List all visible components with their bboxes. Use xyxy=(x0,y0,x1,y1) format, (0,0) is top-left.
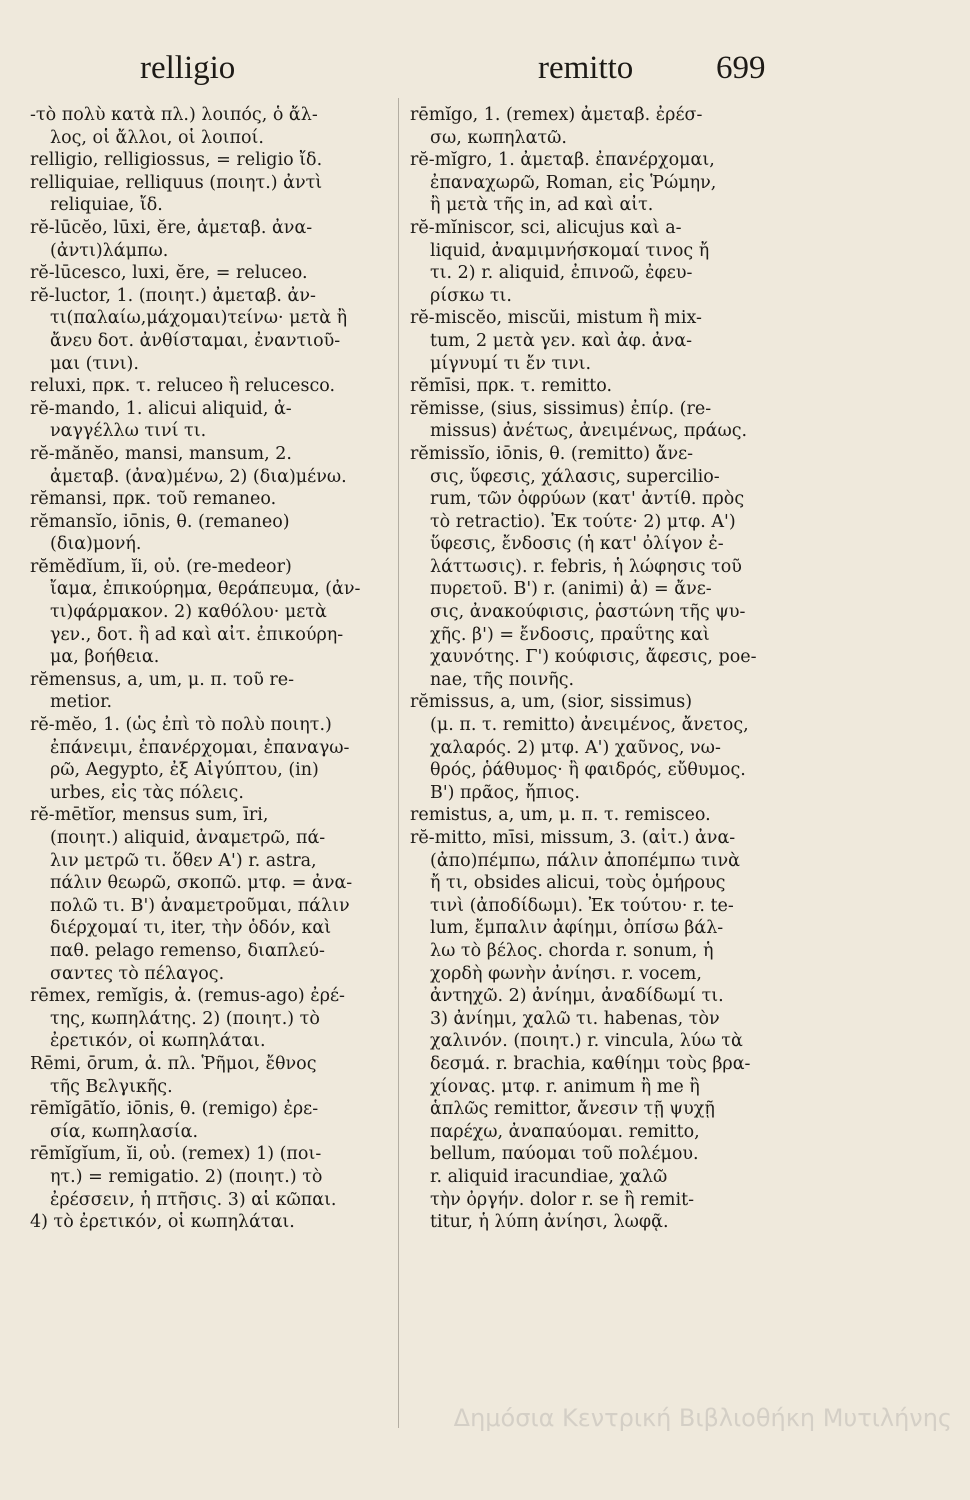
dictionary-line: rēmĭgātĭo, iōnis, θ. (remigo) ἐρε- xyxy=(30,1099,319,1120)
dictionary-line: rĕ-luctor, 1. (ποιητ.) ἀμεταβ. ἀν- xyxy=(30,285,316,306)
dictionary-line: missus) ἀνέτως, ἀνειμένως, πράως. xyxy=(430,421,748,442)
dictionary-line: διέρχομαί τι, iter, τὴν ὁδόν, καὶ xyxy=(50,918,332,939)
dictionary-line: τι. 2) r. aliquid, ἐπινοῶ, ἐφευ- xyxy=(430,263,693,284)
dictionary-line: rĕmissĭo, iōnis, θ. (remitto) ἄνε- xyxy=(410,443,694,464)
dictionary-line: σαντες τὸ πέλαγος. xyxy=(50,963,225,984)
dictionary-line: σις, ἀνακούφισις, ῥαστώνη τῆς ψυ- xyxy=(430,602,746,623)
dictionary-line: rĕmīsi, πρκ. τ. remitto. xyxy=(410,376,613,397)
dictionary-line: rĕ-lūcĕo, lūxi, ĕre, ἀμεταβ. ἀνα- xyxy=(30,217,313,238)
dictionary-line: γεν., δοτ. ἢ ad καὶ αἰτ. ἐπικούρη- xyxy=(50,624,344,645)
dictionary-line: ἴαμα, ἐπικούρημα, θεράπευμα, (ἀν- xyxy=(50,579,361,600)
dictionary-line: λάττωσις). r. febris, ἡ λώφησις τοῦ xyxy=(430,556,742,577)
dictionary-line: τῆς Βελγικῆς. xyxy=(50,1076,173,1097)
dictionary-line: liquid, ἀναμιμνήσκομαί τινος ἤ xyxy=(430,240,710,261)
dictionary-line: (ἀντι)λάμπω. xyxy=(50,240,169,261)
dictionary-line: λιν μετρῶ τι. ὅθεν Α') r. astra, xyxy=(50,850,317,871)
dictionary-line: r. aliquid iracundiae, χαλῶ xyxy=(430,1166,668,1187)
dictionary-line: rĕ-mĭniscor, sci, alicujus καὶ a- xyxy=(410,217,682,238)
dictionary-line: rēmĭgo, 1. (remex) ἀμεταβ. ἐρέσ- xyxy=(410,105,703,125)
dictionary-line: (ποιητ.) aliquid, ἀναμετρῶ, πά- xyxy=(50,828,326,848)
dictionary-line: μαι (τινι). xyxy=(50,353,139,374)
dictionary-line: rēmex, remĭgis, ἀ. (remus-ago) ἐρέ- xyxy=(30,986,345,1007)
dictionary-line: tum, 2 μετὰ γεν. καὶ ἀφ. ἀνα- xyxy=(430,330,693,351)
dictionary-line: rĕ-mando, 1. alicui aliquid, ἀ- xyxy=(30,398,292,419)
dictionary-line: τινὶ (ἀποδίδωμι). Ἐκ τούτου· r. te- xyxy=(430,895,734,916)
dictionary-line: reluxi, πρκ. τ. reluceo ἢ relucesco. xyxy=(30,376,336,397)
dictionary-line: ἤ τι, obsides alicui, τοὺς ὁμήρους xyxy=(430,873,726,894)
dictionary-line: rĕmissus, a, um, (sior, sissimus) xyxy=(410,692,693,713)
dictionary-line: rĕ-mĕo, 1. (ὡς ἐπὶ τὸ πολὺ ποιητ.) xyxy=(30,715,332,736)
dictionary-line: urbes, εἰς τὰς πόλεις. xyxy=(50,782,244,803)
dictionary-line: rĕmansi, πρκ. τοῦ remaneo. xyxy=(30,489,277,510)
dictionary-line: παθ. pelago remenso, διαπλεύ- xyxy=(50,940,325,961)
left-column xyxy=(30,104,390,1234)
dictionary-line: λω τὸ βέλος. chorda r. sonum, ἡ xyxy=(430,940,714,961)
dictionary-line: πάλιν θεωρῶ, σκοπῶ. μτφ. = ἀνα- xyxy=(50,873,353,894)
dictionary-line: ἐπάνειμι, ἐπανέρχομαι, ἐπαναγω- xyxy=(50,737,350,758)
dictionary-line: (ἀπο)πέμπω, πάλιν ἀποπέμπω τινὰ xyxy=(430,850,740,871)
dictionary-line: ἄνευ δοτ. ἀνθίσταμαι, ἐναντιοῦ- xyxy=(50,330,341,351)
dictionary-line: παρέχω, ἀναπαύομαι. remitto, xyxy=(430,1121,700,1142)
dictionary-line: σία, κωπηλασία. xyxy=(50,1121,199,1142)
dictionary-line: χορδὴ φωνὴν ἀνίησι. r. vocem, xyxy=(430,963,702,984)
dictionary-line: rĕ-lūcesco, luxi, ĕre, = reluceo. xyxy=(30,263,308,284)
dictionary-line: rĕmansĭo, iōnis, θ. (remaneo) xyxy=(30,511,290,532)
dictionary-line: λος, οἱ ἄλλοι, οἱ λοιποί. xyxy=(50,127,264,148)
dictionary-line: τὴν ὀργήν. dolor r. se ἢ remit- xyxy=(430,1189,695,1210)
dictionary-line: rĕ-mētĭor, mensus sum, īri, xyxy=(30,805,269,826)
dictionary-line: rĕmĕdĭum, ĭi, οὐ. (re-medeor) xyxy=(30,556,292,577)
dictionary-line: rum, τῶν ὀφρύων (κατ' ἀντίθ. πρὸς xyxy=(430,489,745,510)
dictionary-line: rēmĭgĭum, ĭi, οὐ. (remex) 1) (ποι- xyxy=(30,1144,322,1165)
dictionary-line: ναγγέλλω τινί τι. xyxy=(50,421,207,442)
dictionary-line: ἁπλῶς remittor, ἄνεσιν τῇ ψυχῇ xyxy=(430,1099,715,1120)
dictionary-line: χαλαρός. 2) μτφ. Α') χαῦνος, νω- xyxy=(430,737,721,758)
dictionary-line: πυρετοῦ. Β') r. (animi) ἀ) = ἄνε- xyxy=(430,579,712,600)
dictionary-line: ἐρέσσειν, ἡ πτῆσις. 3) αἱ κῶπαι. xyxy=(50,1189,337,1210)
dictionary-line: rĕmensus, a, um, μ. π. τοῦ re- xyxy=(30,669,295,690)
dictionary-line: ἀμεταβ. (ἀνα)μένω, 2) (δια)μένω. xyxy=(50,466,347,487)
dictionary-line: ἐρετικόν, οἱ κωπηλάται. xyxy=(50,1031,266,1052)
dictionary-line: ρῶ, Aegypto, ἐξ Αἰγύπτου, (in) xyxy=(50,760,319,781)
dictionary-line: -τὸ πολὺ κατὰ πλ.) λοιπός, ὁ ἄλ- xyxy=(30,105,318,125)
right-column xyxy=(410,104,778,1234)
dictionary-line: ρίσκω τι. xyxy=(430,285,512,306)
page-number: 699 xyxy=(716,50,766,86)
dictionary-line: rĕ-mitto, mīsi, missum, 3. (αἰτ.) ἀνα- xyxy=(410,828,736,848)
dictionary-line: remistus, a, um, μ. π. τ. remisceo. xyxy=(410,805,711,826)
dictionary-line: reliquiae, ἴδ. xyxy=(50,195,163,216)
dictionary-line: τὸ retractio). Ἐκ τούτε· 2) μτφ. Α') xyxy=(430,511,736,532)
dictionary-line: ὕφεσις, ἔνδοσις (ἡ κατ' ὀλίγον ἐ- xyxy=(430,534,724,555)
dictionary-line: μα, βοήθεια. xyxy=(50,647,160,668)
dictionary-line: Rēmi, ōrum, ἀ. πλ. Ῥῆμοι, ἔθνος xyxy=(30,1053,317,1074)
dictionary-line: ἢ μετὰ τῆς in, ad καὶ αἰτ. xyxy=(430,195,654,216)
dictionary-line: χαλινόν. (ποιητ.) r. vincula, λύω τὰ xyxy=(430,1031,743,1052)
dictionary-line: bellum, παύομαι τοῦ πολέμου. xyxy=(430,1144,699,1165)
dictionary-line: σις, ὕφεσις, χάλασις, supercilio- xyxy=(430,466,720,487)
dictionary-line: μίγνυμί τι ἔν τινι. xyxy=(430,353,592,374)
running-header xyxy=(0,50,970,100)
dictionary-line: rĕ-mănĕo, mansi, mansum, 2. xyxy=(30,443,292,464)
dictionary-line: (μ. π. τ. remitto) ἀνειμένος, ἄνετος, xyxy=(430,715,749,736)
dictionary-line: Β') πρᾶος, ἤπιος. xyxy=(430,782,580,803)
header-right-word: remitto xyxy=(538,50,634,86)
dictionary-line: rĕ-mĭgro, 1. ἀμεταβ. ἐπανέρχομαι, xyxy=(410,150,715,171)
dictionary-line: της, κωπηλάτης. 2) (ποιητ.) τὸ xyxy=(50,1008,320,1029)
dictionary-line: τι)φάρμακον. 2) καθόλου· μετὰ xyxy=(50,602,327,623)
dictionary-line: σω, κωπηλατῶ. xyxy=(430,127,567,148)
library-watermark: Δημόσια Κεντρική Βιβλιοθήκη Μυτιλήνης xyxy=(453,1404,952,1432)
dictionary-line: lum, ἔμπαλιν ἀφίημι, ὀπίσω βάλ- xyxy=(430,918,724,939)
dictionary-line: χῆς. β') = ἔνδοσις, πραΰτης καὶ xyxy=(430,624,710,645)
dictionary-line: τι(παλαίω,μάχομαι)τείνω· μετὰ ἢ xyxy=(50,308,348,329)
dictionary-line: δεσμά. r. brachia, καθίημι τοὺς βρα- xyxy=(430,1053,751,1074)
dictionary-line: ἀντηχῶ. 2) ἀνίημι, ἀναδίδωμί τι. xyxy=(430,986,724,1007)
dictionary-line: metior. xyxy=(50,692,113,713)
dictionary-line: χαυνότης. Γ') κούφισις, ἄφεσις, poe- xyxy=(430,647,757,668)
dictionary-line: rĕ-miscĕo, miscŭi, mistum ἢ mix- xyxy=(410,308,702,329)
dictionary-line: relliquiae, relliquus (ποιητ.) ἀντὶ xyxy=(30,172,323,193)
column-divider xyxy=(398,98,399,1428)
dictionary-line: 3) ἀνίημι, χαλῶ τι. habenas, τὸν xyxy=(430,1008,720,1029)
dictionary-line: 4) τὸ ἐρετικόν, οἱ κωπηλάται. xyxy=(30,1212,295,1233)
dictionary-line: (δια)μονή. xyxy=(50,534,142,555)
dictionary-line: relligio, relligiossus, = religio ἴδ. xyxy=(30,150,323,171)
dictionary-line: ητ.) = remigatio. 2) (ποιητ.) τὸ xyxy=(50,1166,323,1187)
dictionary-line: rĕmisse, (sius, sissimus) ἐπίρ. (re- xyxy=(410,398,712,419)
dictionary-line: πολῶ τι. Β') ἀναμετροῦμαι, πάλιν xyxy=(50,895,350,916)
dictionary-line: ἐπαναχωρῶ, Roman, εἰς Ῥώμην, xyxy=(430,172,717,193)
dictionary-line: nae, τῆς ποινῆς. xyxy=(430,669,575,690)
dictionary-line: titur, ἡ λύπη ἀνίησι, λωφᾷ. xyxy=(430,1212,669,1233)
dictionary-line: χίονας. μτφ. r. animum ἢ me ἢ xyxy=(430,1076,700,1097)
header-left-word: relligio xyxy=(140,50,236,86)
dictionary-line: θρός, ῥάθυμος· ἢ φαιδρός, εὔθυμος. xyxy=(430,760,746,781)
